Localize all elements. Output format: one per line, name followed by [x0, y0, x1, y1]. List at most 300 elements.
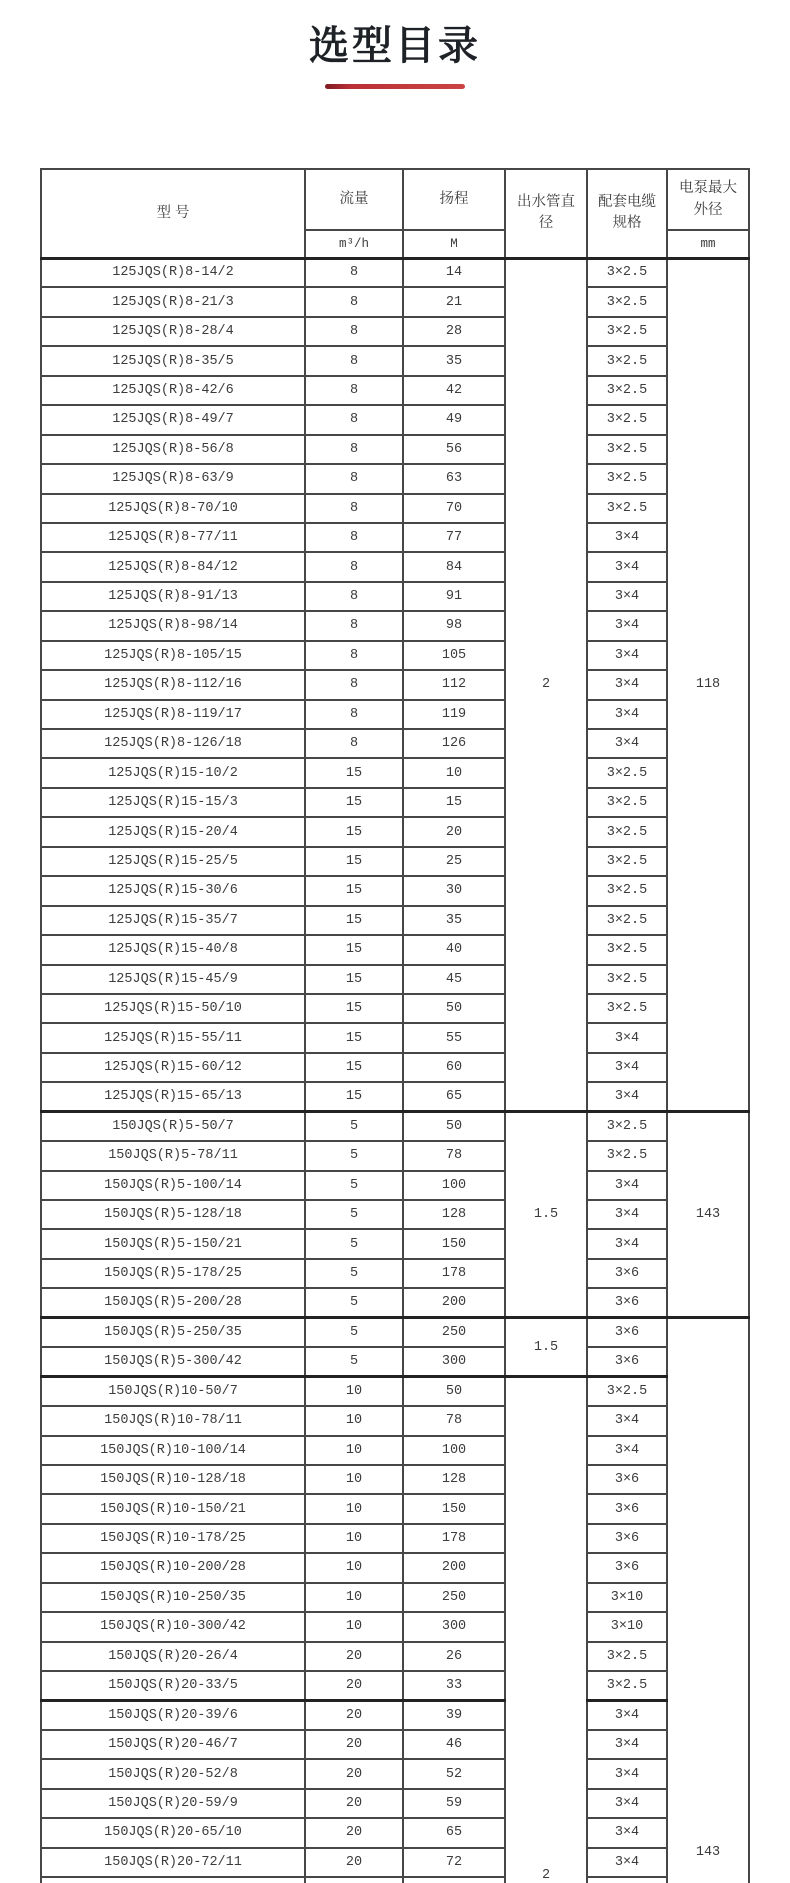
unit-flow: m³/h — [305, 230, 403, 258]
flow-cell: 15 — [305, 847, 403, 876]
head-cell: 14 — [403, 258, 505, 287]
flow-cell: 8 — [305, 552, 403, 581]
head-cell: 91 — [403, 582, 505, 611]
head-cell: 178 — [403, 1524, 505, 1553]
head-cell: 200 — [403, 1553, 505, 1582]
cable-spec-cell: 3×2.5 — [587, 464, 667, 493]
table-row — [41, 906, 749, 935]
table-row — [41, 1818, 749, 1847]
flow-cell: 10 — [305, 1524, 403, 1553]
table-row — [41, 523, 749, 552]
cable-spec-cell: 3×4 — [587, 1023, 667, 1052]
flow-cell: 10 — [305, 1406, 403, 1435]
head-cell: 52 — [403, 1759, 505, 1788]
model-cell: 150JQS(R)10-200/28 — [41, 1553, 305, 1582]
table-row — [41, 582, 749, 611]
table-row — [41, 1465, 749, 1494]
cable-spec-cell: 3×4 — [587, 1730, 667, 1759]
column-header-flow: 流量 — [305, 169, 403, 230]
table-row — [41, 1053, 749, 1082]
head-cell: 78 — [403, 1141, 505, 1170]
pipe-diameter-cell: 2 — [505, 1377, 587, 1883]
head-cell: 77 — [403, 523, 505, 552]
table-row — [41, 1318, 749, 1347]
cable-spec-cell: 3×4 — [587, 1200, 667, 1229]
model-cell: 150JQS(R)10-50/7 — [41, 1377, 305, 1406]
pipe-diameter-cell: 1.5 — [505, 1318, 587, 1377]
max-diameter-cell: 143 — [667, 1112, 749, 1318]
page-title: 选型目录 — [309, 24, 481, 68]
table-row — [41, 1259, 749, 1288]
flow-cell: 10 — [305, 1436, 403, 1465]
model-cell: 125JQS(R)8-14/2 — [41, 258, 305, 287]
cable-spec-cell: 3×2.5 — [587, 435, 667, 464]
table-row — [41, 1789, 749, 1818]
cable-spec-cell: 3×2.5 — [587, 965, 667, 994]
flow-cell: 5 — [305, 1112, 403, 1141]
cable-spec-cell: 3×4 — [587, 700, 667, 729]
cable-spec-cell: 3×2.5 — [587, 906, 667, 935]
table-row — [41, 1583, 749, 1612]
cable-spec-cell: 3×6 — [587, 1494, 667, 1523]
head-cell: 100 — [403, 1171, 505, 1200]
table-row — [41, 611, 749, 640]
flow-cell: 8 — [305, 582, 403, 611]
head-cell: 33 — [403, 1671, 505, 1700]
head-cell: 65 — [403, 1818, 505, 1847]
flow-cell: 8 — [305, 287, 403, 316]
head-cell: 63 — [403, 464, 505, 493]
flow-cell: 20 — [305, 1818, 403, 1847]
model-cell: 125JQS(R)8-112/16 — [41, 670, 305, 699]
max-diameter-cell: 143 — [667, 1318, 749, 1883]
cable-spec-cell: 3×2.5 — [587, 994, 667, 1023]
head-cell: 10 — [403, 758, 505, 787]
flow-cell: 8 — [305, 641, 403, 670]
model-cell: 150JQS(R)5-300/42 — [41, 1347, 305, 1376]
column-header-model: 型 号 — [41, 169, 305, 258]
head-cell: 150 — [403, 1494, 505, 1523]
model-cell: 150JQS(R)5-200/28 — [41, 1288, 305, 1317]
cable-spec-cell: 3×4 — [587, 1818, 667, 1847]
table-row — [41, 1141, 749, 1170]
head-cell: 42 — [403, 376, 505, 405]
unit-max-diameter: mm — [667, 230, 749, 258]
cable-spec-cell: 3×4 — [587, 641, 667, 670]
model-cell: 125JQS(R)8-70/10 — [41, 494, 305, 523]
flow-cell: 8 — [305, 729, 403, 758]
head-cell: 70 — [403, 494, 505, 523]
cable-spec-cell: 3×6 — [587, 1288, 667, 1317]
model-cell: 125JQS(R)15-25/5 — [41, 847, 305, 876]
pipe-diameter-cell: 1.5 — [505, 1112, 587, 1318]
head-cell: 60 — [403, 1053, 505, 1082]
cable-spec-cell: 3×2.5 — [587, 935, 667, 964]
head-cell: 45 — [403, 965, 505, 994]
model-cell: 125JQS(R)15-50/10 — [41, 994, 305, 1023]
model-cell: 125JQS(R)8-77/11 — [41, 523, 305, 552]
head-cell: 178 — [403, 1259, 505, 1288]
flow-cell: 20 — [305, 1759, 403, 1788]
cable-spec-cell: 3×2.5 — [587, 376, 667, 405]
cable-spec-cell: 3×6 — [587, 1318, 667, 1347]
model-cell: 125JQS(R)15-55/11 — [41, 1023, 305, 1052]
cable-spec-cell: 3×10 — [587, 1583, 667, 1612]
head-cell: 105 — [403, 641, 505, 670]
table-row — [41, 670, 749, 699]
flow-cell: 15 — [305, 758, 403, 787]
table-row — [41, 1524, 749, 1553]
cable-spec-cell: 3×4 — [587, 1229, 667, 1258]
cable-spec-cell: 3×4 — [587, 1848, 667, 1877]
cable-spec-cell: 3×10 — [587, 1612, 667, 1641]
head-cell: 30 — [403, 876, 505, 905]
head-cell: 35 — [403, 906, 505, 935]
flow-cell: 10 — [305, 1465, 403, 1494]
table-row — [41, 1848, 749, 1877]
head-cell: 78 — [403, 1406, 505, 1435]
head-cell: 56 — [403, 435, 505, 464]
flow-cell: 20 — [305, 1671, 403, 1700]
model-cell: 125JQS(R)15-65/13 — [41, 1082, 305, 1111]
model-cell: 125JQS(R)8-49/7 — [41, 405, 305, 434]
model-cell — [41, 1877, 305, 1883]
cable-spec-cell: 3×6 — [587, 1259, 667, 1288]
head-cell: 46 — [403, 1730, 505, 1759]
table-row — [41, 287, 749, 316]
table-row — [41, 258, 749, 287]
table-row — [41, 1200, 749, 1229]
table-row — [41, 1700, 749, 1729]
flow-cell: 8 — [305, 405, 403, 434]
cable-spec-cell: 3×6 — [587, 1465, 667, 1494]
head-cell: 250 — [403, 1318, 505, 1347]
table-row — [41, 346, 749, 375]
model-cell: 125JQS(R)8-91/13 — [41, 582, 305, 611]
column-header-cable-spec: 配套电缆规格 — [587, 169, 667, 258]
flow-cell: 5 — [305, 1171, 403, 1200]
head-cell: 20 — [403, 817, 505, 846]
head-cell — [403, 1877, 505, 1883]
model-cell: 150JQS(R)5-78/11 — [41, 1141, 305, 1170]
table-row — [41, 1730, 749, 1759]
table-row — [41, 1642, 749, 1671]
model-cell: 125JQS(R)15-20/4 — [41, 817, 305, 846]
table-row — [41, 817, 749, 846]
flow-cell: 5 — [305, 1259, 403, 1288]
table-row — [41, 935, 749, 964]
flow-cell: 15 — [305, 906, 403, 935]
model-cell: 150JQS(R)20-65/10 — [41, 1818, 305, 1847]
table-row — [41, 847, 749, 876]
cable-spec-cell: 3×4 — [587, 729, 667, 758]
flow-cell: 10 — [305, 1494, 403, 1523]
flow-cell: 15 — [305, 935, 403, 964]
flow-cell: 8 — [305, 494, 403, 523]
head-cell: 40 — [403, 935, 505, 964]
table-row — [41, 1347, 749, 1376]
head-cell: 39 — [403, 1700, 505, 1729]
head-cell: 72 — [403, 1848, 505, 1877]
model-cell: 125JQS(R)8-126/18 — [41, 729, 305, 758]
model-cell: 150JQS(R)10-178/25 — [41, 1524, 305, 1553]
pump-selection-table — [40, 168, 750, 1883]
cable-spec-cell: 3×2.5 — [587, 1671, 667, 1700]
table-row — [41, 1671, 749, 1700]
table-row — [41, 788, 749, 817]
head-cell: 128 — [403, 1465, 505, 1494]
cable-spec-cell: 3×2.5 — [587, 758, 667, 787]
flow-cell: 5 — [305, 1318, 403, 1347]
flow-cell: 15 — [305, 1082, 403, 1111]
pipe-diameter-cell: 2 — [505, 258, 587, 1112]
cable-spec-cell: 3×4 — [587, 1436, 667, 1465]
model-cell: 150JQS(R)20-72/11 — [41, 1848, 305, 1877]
flow-cell: 10 — [305, 1583, 403, 1612]
model-cell: 150JQS(R)20-59/9 — [41, 1789, 305, 1818]
model-cell: 150JQS(R)20-33/5 — [41, 1671, 305, 1700]
model-cell: 125JQS(R)8-63/9 — [41, 464, 305, 493]
table-row — [41, 1082, 749, 1111]
cable-spec-cell: 3×6 — [587, 1553, 667, 1582]
flow-cell: 20 — [305, 1789, 403, 1818]
head-cell: 26 — [403, 1642, 505, 1671]
head-cell: 59 — [403, 1789, 505, 1818]
table-row — [41, 1759, 749, 1788]
flow-cell: 8 — [305, 700, 403, 729]
head-cell: 65 — [403, 1082, 505, 1111]
flow-cell: 5 — [305, 1347, 403, 1376]
flow-cell: 20 — [305, 1700, 403, 1729]
cable-spec-cell: 3×2.5 — [587, 1377, 667, 1406]
model-cell: 125JQS(R)8-84/12 — [41, 552, 305, 581]
cable-spec-cell: 3×2.5 — [587, 1112, 667, 1141]
head-cell: 50 — [403, 1112, 505, 1141]
flow-cell: 8 — [305, 670, 403, 699]
flow-cell: 10 — [305, 1553, 403, 1582]
cable-spec-cell: 3×6 — [587, 1524, 667, 1553]
model-cell: 150JQS(R)5-50/7 — [41, 1112, 305, 1141]
model-cell: 150JQS(R)10-78/11 — [41, 1406, 305, 1435]
cable-spec-cell: 3×4 — [587, 1082, 667, 1111]
flow-cell: 15 — [305, 994, 403, 1023]
flow-cell: 15 — [305, 1023, 403, 1052]
cable-spec-cell: 3×2.5 — [587, 876, 667, 905]
table-row — [41, 1406, 749, 1435]
model-cell: 125JQS(R)8-98/14 — [41, 611, 305, 640]
cable-spec-cell: 3×2.5 — [587, 1141, 667, 1170]
head-cell: 112 — [403, 670, 505, 699]
table-row — [41, 1112, 749, 1141]
cable-spec-cell: 3×2.5 — [587, 847, 667, 876]
cable-spec-cell: 3×4 — [587, 670, 667, 699]
cable-spec-cell: 3×2.5 — [587, 405, 667, 434]
model-cell: 125JQS(R)15-35/7 — [41, 906, 305, 935]
flow-cell: 5 — [305, 1200, 403, 1229]
flow-cell: 5 — [305, 1141, 403, 1170]
model-cell: 150JQS(R)5-250/35 — [41, 1318, 305, 1347]
flow-cell: 15 — [305, 965, 403, 994]
table-row — [41, 729, 749, 758]
table-row — [41, 1436, 749, 1465]
table-row — [41, 994, 749, 1023]
table-row — [41, 405, 749, 434]
table-row — [41, 435, 749, 464]
table-body — [41, 258, 749, 1883]
cable-spec-cell: 3×4 — [587, 1171, 667, 1200]
cable-spec-cell: 3×4 — [587, 552, 667, 581]
table-row — [41, 1229, 749, 1258]
column-header-pipe-diameter: 出水管直径 — [505, 169, 587, 258]
head-cell: 50 — [403, 1377, 505, 1406]
model-cell: 150JQS(R)20-26/4 — [41, 1642, 305, 1671]
head-cell: 15 — [403, 788, 505, 817]
cable-spec-cell: 3×2.5 — [587, 817, 667, 846]
cable-spec-cell: 3×4 — [587, 1406, 667, 1435]
table-row — [41, 758, 749, 787]
flow-cell: 8 — [305, 435, 403, 464]
head-cell: 300 — [403, 1347, 505, 1376]
table-row — [41, 494, 749, 523]
flow-cell: 20 — [305, 1642, 403, 1671]
flow-cell: 5 — [305, 1229, 403, 1258]
cable-spec-cell: 3×2.5 — [587, 1642, 667, 1671]
unit-head: M — [403, 230, 505, 258]
table-row — [41, 317, 749, 346]
table-row — [41, 1877, 749, 1883]
table-row — [41, 1494, 749, 1523]
head-cell: 128 — [403, 1200, 505, 1229]
head-cell: 25 — [403, 847, 505, 876]
model-cell: 150JQS(R)5-150/21 — [41, 1229, 305, 1258]
cable-spec-cell: 3×4 — [587, 1789, 667, 1818]
head-cell: 200 — [403, 1288, 505, 1317]
model-cell: 150JQS(R)10-250/35 — [41, 1583, 305, 1612]
model-cell: 125JQS(R)8-21/3 — [41, 287, 305, 316]
table-row — [41, 1612, 749, 1641]
cable-spec-cell — [587, 1877, 667, 1883]
flow-cell: 8 — [305, 464, 403, 493]
model-cell: 125JQS(R)15-40/8 — [41, 935, 305, 964]
model-cell: 150JQS(R)20-46/7 — [41, 1730, 305, 1759]
model-cell: 150JQS(R)10-100/14 — [41, 1436, 305, 1465]
flow-cell: 8 — [305, 346, 403, 375]
cable-spec-cell: 3×4 — [587, 1053, 667, 1082]
flow-cell: 15 — [305, 1053, 403, 1082]
column-header-head: 扬程 — [403, 169, 505, 230]
head-cell: 150 — [403, 1229, 505, 1258]
model-cell: 150JQS(R)10-300/42 — [41, 1612, 305, 1641]
cable-spec-cell: 3×4 — [587, 1759, 667, 1788]
model-cell: 125JQS(R)8-28/4 — [41, 317, 305, 346]
flow-cell: 8 — [305, 611, 403, 640]
flow-cell: 8 — [305, 523, 403, 552]
head-cell: 49 — [403, 405, 505, 434]
head-cell: 21 — [403, 287, 505, 316]
model-cell: 125JQS(R)15-60/12 — [41, 1053, 305, 1082]
table-row — [41, 1377, 749, 1406]
model-cell: 150JQS(R)20-39/6 — [41, 1700, 305, 1729]
model-cell: 125JQS(R)15-15/3 — [41, 788, 305, 817]
title-underline-decoration — [325, 84, 465, 89]
flow-cell: 8 — [305, 317, 403, 346]
cable-spec-cell: 3×4 — [587, 611, 667, 640]
table-row — [41, 1553, 749, 1582]
cable-spec-cell: 3×4 — [587, 523, 667, 552]
head-cell: 119 — [403, 700, 505, 729]
table-row — [41, 1023, 749, 1052]
head-cell: 126 — [403, 729, 505, 758]
cable-spec-cell: 3×2.5 — [587, 287, 667, 316]
cable-spec-cell: 3×2.5 — [587, 317, 667, 346]
flow-cell: 8 — [305, 258, 403, 287]
model-cell: 125JQS(R)15-45/9 — [41, 965, 305, 994]
head-cell: 250 — [403, 1583, 505, 1612]
flow-cell: 10 — [305, 1612, 403, 1641]
model-cell: 150JQS(R)10-150/21 — [41, 1494, 305, 1523]
model-cell: 125JQS(R)8-35/5 — [41, 346, 305, 375]
cable-spec-cell: 3×2.5 — [587, 258, 667, 287]
model-cell: 150JQS(R)10-128/18 — [41, 1465, 305, 1494]
flow-cell: 8 — [305, 376, 403, 405]
model-cell: 150JQS(R)20-52/8 — [41, 1759, 305, 1788]
cable-spec-cell: 3×2.5 — [587, 346, 667, 375]
flow-cell: 15 — [305, 788, 403, 817]
table-row — [41, 1288, 749, 1317]
model-cell: 150JQS(R)5-100/14 — [41, 1171, 305, 1200]
flow-cell: 15 — [305, 876, 403, 905]
table-row — [41, 552, 749, 581]
flow-cell — [305, 1877, 403, 1883]
head-cell: 50 — [403, 994, 505, 1023]
table-header — [41, 169, 749, 258]
flow-cell: 20 — [305, 1848, 403, 1877]
head-cell: 84 — [403, 552, 505, 581]
cable-spec-cell: 3×4 — [587, 582, 667, 611]
cable-spec-cell: 3×2.5 — [587, 788, 667, 817]
table-row — [41, 876, 749, 905]
model-cell: 125JQS(R)15-10/2 — [41, 758, 305, 787]
flow-cell: 15 — [305, 817, 403, 846]
head-cell: 100 — [403, 1436, 505, 1465]
table-row — [41, 700, 749, 729]
head-cell: 300 — [403, 1612, 505, 1641]
cable-spec-cell: 3×6 — [587, 1347, 667, 1376]
table-row — [41, 376, 749, 405]
head-cell: 35 — [403, 346, 505, 375]
table-row — [41, 1171, 749, 1200]
model-cell: 125JQS(R)15-30/6 — [41, 876, 305, 905]
cable-spec-cell: 3×2.5 — [587, 494, 667, 523]
model-cell: 125JQS(R)8-56/8 — [41, 435, 305, 464]
column-header-max-diameter: 电泵最大外径 — [667, 169, 749, 230]
max-diameter-cell: 118 — [667, 258, 749, 1112]
model-cell: 125JQS(R)8-105/15 — [41, 641, 305, 670]
flow-cell: 20 — [305, 1730, 403, 1759]
model-cell: 125JQS(R)8-42/6 — [41, 376, 305, 405]
head-cell: 98 — [403, 611, 505, 640]
cable-spec-cell: 3×4 — [587, 1700, 667, 1729]
model-cell: 150JQS(R)5-178/25 — [41, 1259, 305, 1288]
table-row — [41, 464, 749, 493]
model-cell: 150JQS(R)5-128/18 — [41, 1200, 305, 1229]
table-row — [41, 965, 749, 994]
head-cell: 55 — [403, 1023, 505, 1052]
flow-cell: 5 — [305, 1288, 403, 1317]
table-row — [41, 641, 749, 670]
head-cell: 28 — [403, 317, 505, 346]
flow-cell: 10 — [305, 1377, 403, 1406]
